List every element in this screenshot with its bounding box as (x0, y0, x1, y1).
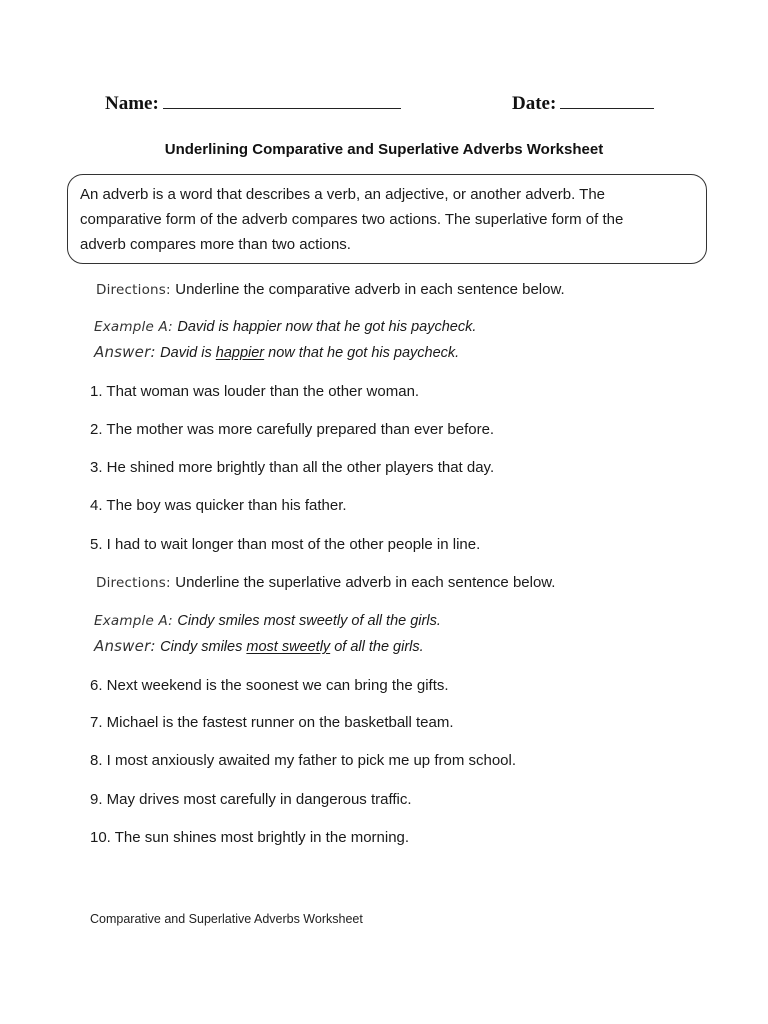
definition-line-3: adverb compares more than two actions. (80, 236, 351, 253)
section1-example (94, 318, 476, 336)
question-item-2[interactable]: 2. The mother was more carefully prepared than ever before. (90, 421, 495, 438)
section2-directions (96, 574, 555, 592)
directions-label: Directions: (96, 282, 171, 298)
example-text: Cindy smiles most sweetly of all the girls. (177, 613, 441, 629)
answer-text-after: of all the girls. (330, 639, 424, 655)
example-label: Example A: (94, 613, 173, 629)
section2-answer (94, 637, 424, 656)
definition-line-2: comparative form of the adverb compares two actions. The superlative form of the (80, 211, 624, 228)
answer-label: Answer: (94, 343, 156, 361)
name-blank-line[interactable] (163, 92, 401, 109)
section1-directions (96, 281, 565, 299)
answer-text-before: Cindy smiles (160, 639, 247, 655)
page-footer: Comparative and Superlative Adverbs Worksheet (90, 912, 363, 926)
example-label: Example A: (94, 319, 173, 335)
answer-underlined-word: happier (215, 345, 265, 361)
answer-text-before: David is (160, 345, 216, 361)
question-item-6[interactable]: 6. Next weekend is the soonest we can bring the gifts. (90, 677, 449, 694)
answer-underlined-word: most sweetly (246, 639, 331, 655)
question-item-8[interactable]: 8. I most anxiously awaited my father to pick me up from school. (90, 752, 517, 769)
directions-label: Directions: (96, 575, 171, 591)
section1-answer (94, 343, 459, 362)
example-text: David is happier now that he got his paycheck. (177, 319, 477, 335)
date-blank-line[interactable] (560, 92, 654, 109)
answer-text-after: now that he got his paycheck. (264, 345, 460, 361)
date-label: Date: (512, 93, 557, 114)
name-field[interactable] (105, 92, 401, 115)
question-item-7[interactable]: 7. Michael is the fastest runner on the basketball team. (90, 714, 454, 731)
section2-example (94, 612, 441, 630)
directions-text: Underline the superlative adverb in each sentence below. (175, 574, 556, 591)
name-label: Name: (105, 93, 159, 114)
question-item-9[interactable]: 9. May drives most carefully in dangerous traffic. (90, 791, 412, 808)
question-item-3[interactable]: 3. He shined more brightly than all the other players that day. (90, 459, 495, 476)
question-item-10[interactable]: 10. The sun shines most brightly in the morning. (90, 829, 410, 846)
answer-label: Answer: (94, 637, 156, 655)
worksheet-title: Underlining Comparative and Superlative Adverbs Worksheet (164, 141, 604, 158)
question-item-1[interactable]: 1. That woman was louder than the other woman. (90, 383, 420, 400)
definition-line-1: An adverb is a word that describes a verb, an adjective, or another adverb. The (80, 186, 606, 203)
date-field[interactable] (512, 92, 654, 115)
directions-text: Underline the comparative adverb in each sentence below. (175, 281, 565, 298)
question-item-5[interactable]: 5. I had to wait longer than most of the other people in line. (90, 536, 481, 553)
question-item-4[interactable]: 4. The boy was quicker than his father. (90, 497, 347, 514)
